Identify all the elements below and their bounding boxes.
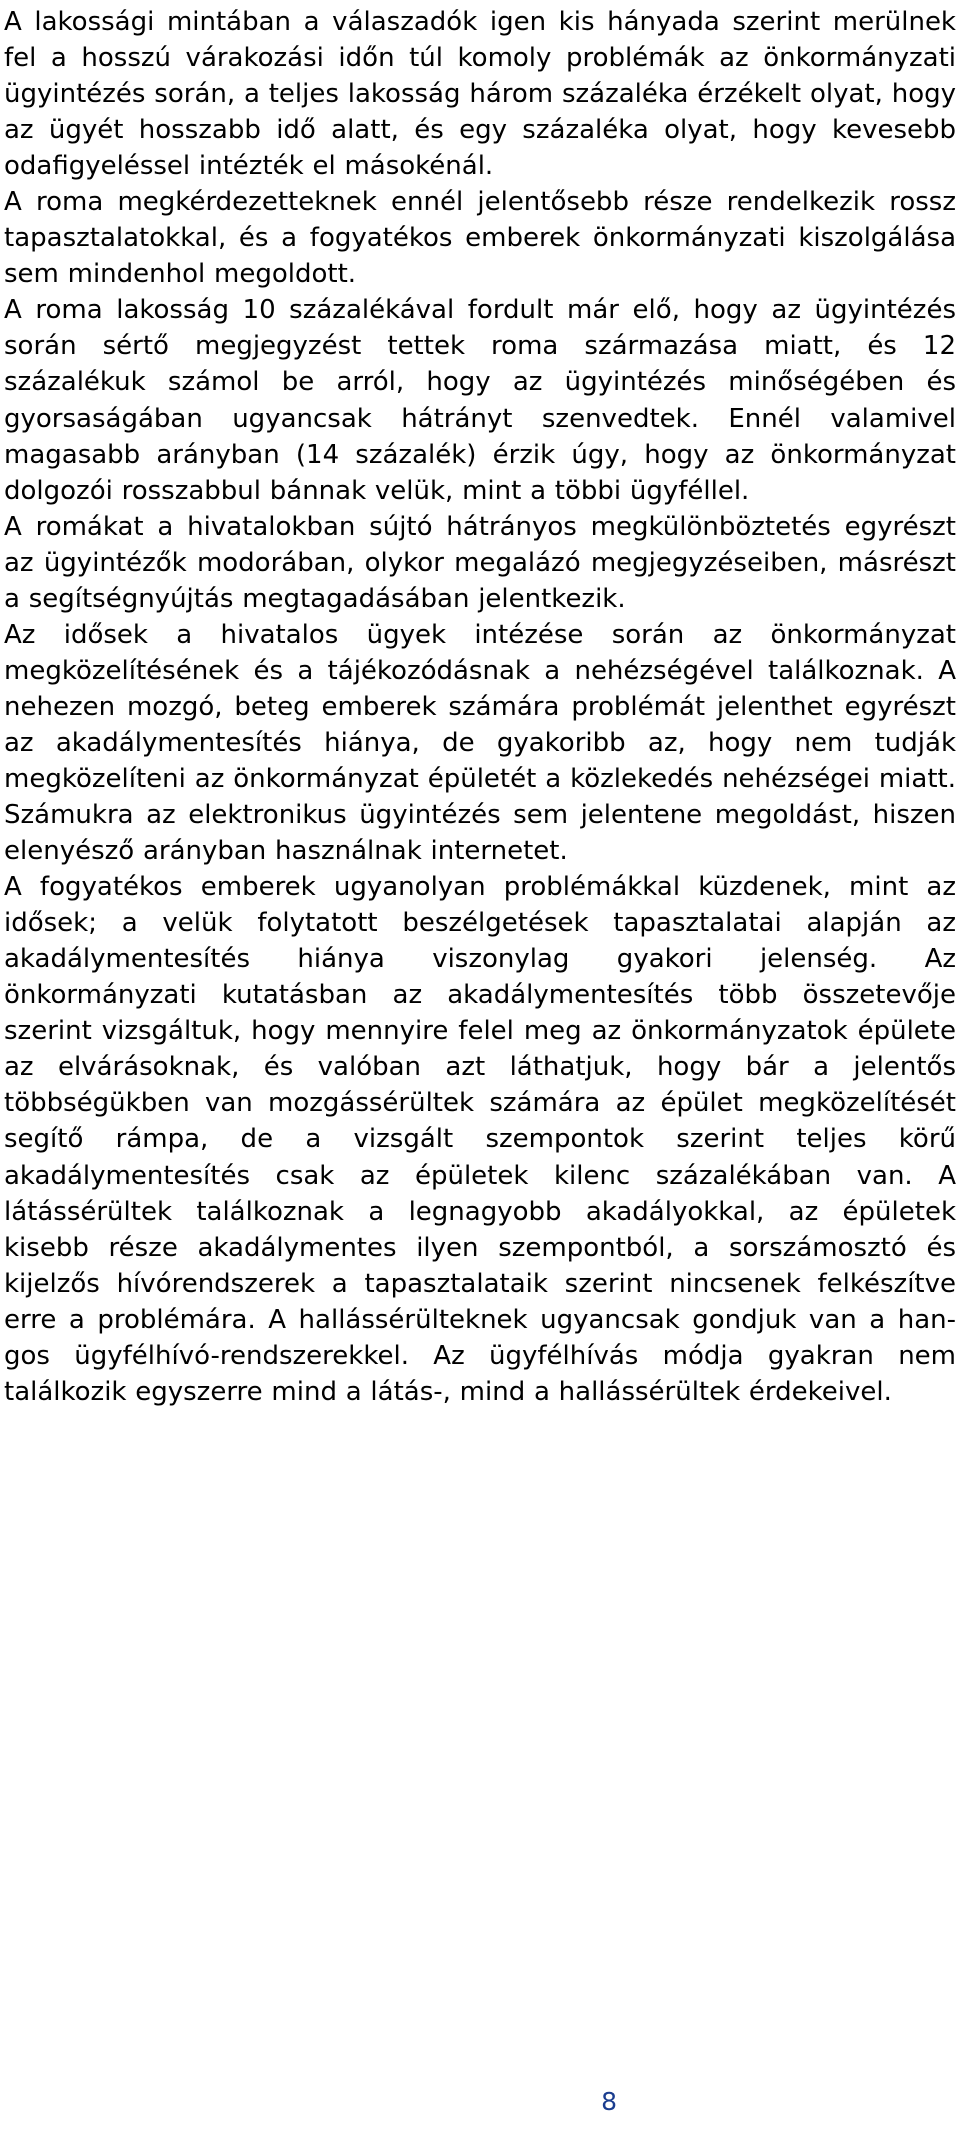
paragraph-roma-office-treatment: A romákat a hivatalokban sújtó hátrányos megkülönböztetés egyrészt az ügyintézők modorában, olykor megalázó megjegyzéseiben, másrészt a segítségnyújtás megtagadásában jelentkezik. — [4, 511, 956, 614]
paragraph-roma-discrimination: A roma lakosság 10 százalékával fordult már elő, hogy az ügyintézés során sértő megjegyzést tettek roma származása miatt, és 12 százalékuk számol be arról, hogy az ügyintézés minőségében és gyorsaságában ugyancsak hátrányt szenvedtek. Ennél valamivel magasabb arányban (14 százalék) érzik úgy, hogy az önkormányzat dolgozói rosszabbul bánnak velük, mint a többi ügyféllel. — [4, 295, 956, 506]
paragraph-waiting-time: A lakossági mintában a válaszadók igen kis hányada szerint merülnek fel a hosszú várakozási időn túl komoly problémák az önkormányzati ügyintézés során, a teljes lakosság három százaléka érzékelt olyat, hogy az ügyét hosszabb idő alatt, és egy százaléka olyat, hogy kevesebb odafigyeléssel intézték el másokénál. — [4, 7, 956, 182]
page-number: 8 — [601, 2087, 617, 2116]
paragraph-roma-disabled-intro: A roma megkérdezetteknek ennél jelentősebb része rendelkezik rossz tapasztalatokkal, és a fogyatékos emberek önkormányzati kiszolgálása sem mindenhol megoldott. — [4, 187, 956, 290]
paragraph-disabled-accessibility: A fogyatékos emberek ugyanolyan problémákkal küzdenek, mint az idősek; a velük folytatott beszélgetések tapasztalatai alapján az akadálymentesítés hiánya viszonylag gyakori jelenség. Az önkormányzati kutatásban az akadálymentesítés több összetevője szerint vizsgáltuk, hogy mennyire felel meg az önkormányzatok épülete az elvárásoknak, és valóban azt láthatjuk, hogy bár a jelentős többségükben van mozgássérültek számára az épület megközelítését segítő rámpa, de a vizsgált szempontok szerint teljes körű akadálymentesítés csak az épületek kilenc százalékában van. A látássérültek találkoznak a legnagyobb akadályokkal, az épületek kisebb része akadálymentes ilyen szempontból, a sorszámosztó és kijelzős hívórendszerek a tapasztalataik szerint nincsenek felkészítve erre a problémára. A hallássérülteknek ugyancsak gondjuk van a hangos ügyfélhívó-rendszerekkel. Az ügyfélhívás módja gyakran nem találkozik egyszerre mind a látás-, mind a hallássérültek érdekeivel. — [4, 872, 956, 1407]
document-body — [4, 4, 956, 1410]
paragraph-elderly: Az idősek a hivatalos ügyek intézése során az önkormányzat megközelítésének és a tájékozódásnak a nehézségével találkoznak. A nehezen mozgó, beteg emberek számára problémát jelenthet egyrészt az akadálymentesítés hiánya, de gyakoribb az, hogy nem tudják megközelíteni az önkormányzat épületét a közlekedés nehézségei miatt. Számukra az elektronikus ügyintézés sem jelentene megoldást, hiszen elenyésző arányban használnak internetet. — [4, 619, 956, 867]
